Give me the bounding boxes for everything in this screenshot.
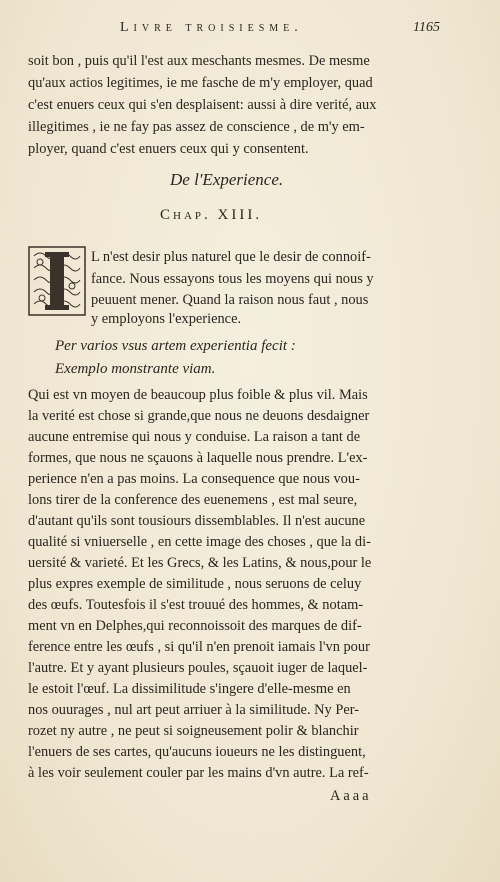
text-line: ference entre les œufs , si qu'il n'en prenoit iamais l'vn pour (28, 639, 370, 655)
text-line: fance. Nous essayons tous les moyens qui nous y (91, 271, 374, 287)
text-line: des œufs. Toutesfois il s'est trouué des hommes, & notam- (28, 597, 364, 613)
text-line: le estoit l'œuf. La dissimilitude s'ingere d'elle-mesme en (28, 681, 351, 697)
text-line: ployer, quand c'est enuers ceux qui y consentent. (28, 141, 309, 157)
text-line: peuuent mener. Quand la raison nous faut , nous (91, 292, 369, 308)
text-line: qu'aux actios legitimes, ie me fasche de m'y employer, quad (28, 75, 373, 91)
text-line: l'enuers de ses cartes, qu'aucuns ioueurs ne les distinguent, (28, 744, 366, 760)
text-line: L n'est desir plus naturel que le desir de connoif- (91, 249, 371, 265)
text-line: ment vn en Delphes,qui reconnoissoit des marques de dif- (28, 618, 362, 634)
text-line: qualité si vniuerselle , en cette image des choses , que la di- (28, 534, 371, 550)
text-line: d'autant qu'ils sont tousiours dissemblables. Il n'est aucune (28, 513, 366, 529)
text-line: soit bon , puis qu'il l'est aux meschants mesmes. De mesme (28, 53, 370, 69)
running-head (120, 20, 440, 42)
running-title: Livre troisiesme. (120, 20, 303, 35)
text-line: perience n'en a pas moins. La consequence que nous vou- (28, 471, 360, 487)
signature-mark: Aaaa (330, 788, 372, 804)
text-line: lons tirer de la conference des euenemens , est mal seure, (28, 492, 358, 508)
text-line: y employons l'experience. (91, 311, 242, 327)
text-line: Qui est vn moyen de beaucoup plus foible & plus vil. Mais (28, 387, 368, 403)
text-line: formes, que nous ne sçauons à laquelle nous prendre. L'ex- (28, 450, 368, 466)
text-line: c'est enuers ceux qui s'en desplaisent: aussi à dire verité, aux (28, 97, 377, 113)
text-line: aucune entremise qui nous y conduise. La raison a tant de (28, 429, 361, 445)
text-line: la verité est chose si grande,que nous ne deuons desdaigner (28, 408, 370, 424)
page-number: 1165 (413, 20, 440, 35)
text-line: uersité & varieté. Et les Grecs, & les Latins, & nous,pour le (28, 555, 372, 571)
epigraph-line: Per varios vsus artem experientia fecit : (55, 338, 296, 354)
text-line: l'autre. Et y ayant plusieurs poules, sçauoit iuger de laquel- (28, 660, 368, 676)
chapter-heading: Chap. XIII. (160, 207, 263, 223)
section-title: De l'Experience. (170, 170, 284, 189)
text-line: illegitimes , ie ne fay pas assez de conscience , de m'y em- (28, 119, 365, 135)
text-line: plus expres exemple de similitude , nous seruons de celuy (28, 576, 362, 592)
text-line: rozet ny autre , ne peut si soigneusement polir & blanchir (28, 723, 359, 739)
ornament-initial-icon (28, 246, 86, 316)
decorated-initial (28, 246, 86, 316)
text-line: nos ouurages , nul art peut arriuer à la similitude. Ny Per- (28, 702, 360, 718)
epigraph-line: Exemplo monstrante viam. (55, 361, 216, 377)
text-line: à les voir seulement couler par les mains d'vn autre. La ref- (28, 765, 369, 781)
